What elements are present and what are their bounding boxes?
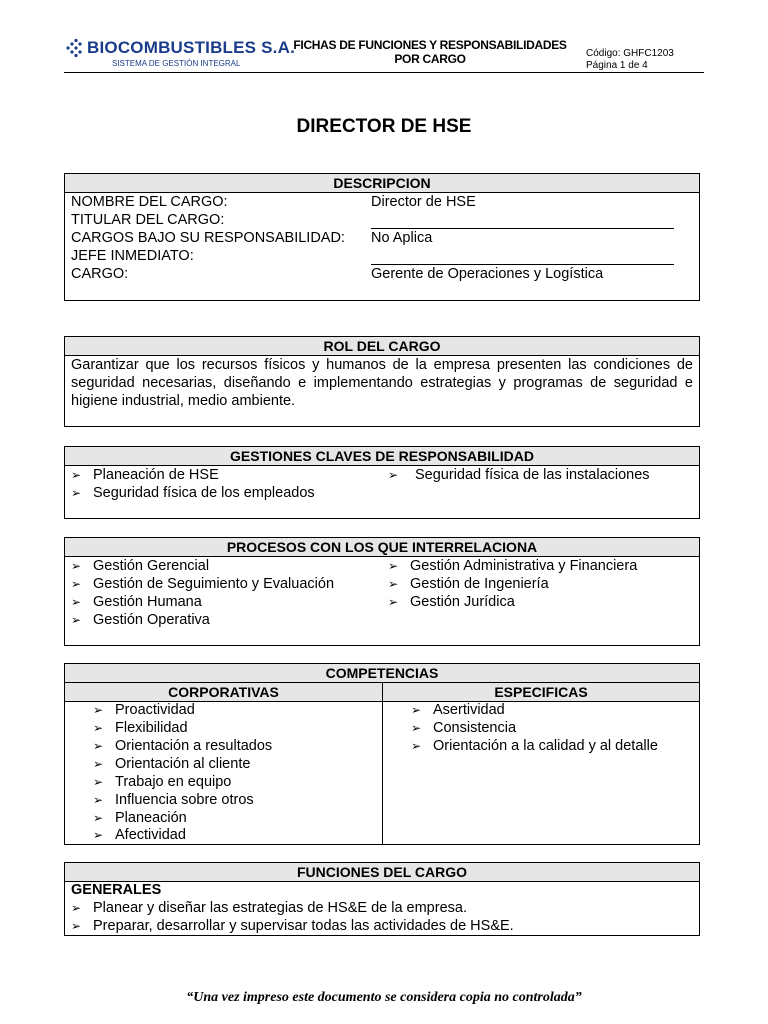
header-divider bbox=[64, 72, 704, 73]
list-item bbox=[411, 719, 516, 737]
list-item bbox=[93, 719, 188, 737]
bullet-arrow-icon: ➢ bbox=[93, 828, 104, 842]
list-item bbox=[93, 809, 187, 827]
bullet-arrow-icon: ➢ bbox=[411, 721, 422, 735]
bullet-arrow-icon: ➢ bbox=[71, 559, 82, 573]
list-item bbox=[93, 737, 272, 755]
bullet-arrow-icon: ➢ bbox=[71, 595, 82, 609]
list-item bbox=[388, 593, 515, 611]
list-item-text: Planeación bbox=[115, 810, 187, 826]
list-item bbox=[93, 755, 250, 773]
bullet-arrow-icon: ➢ bbox=[71, 901, 82, 915]
bullet-arrow-icon: ➢ bbox=[411, 739, 422, 753]
list-item-text: Gestión Jurídica bbox=[410, 594, 515, 610]
list-item-text: Asertividad bbox=[433, 702, 505, 718]
list-item-text: Seguridad física de los empleados bbox=[93, 485, 315, 501]
list-item bbox=[388, 575, 549, 593]
desc-label: JEFE INMEDIATO: bbox=[71, 248, 194, 264]
bullet-arrow-icon: ➢ bbox=[93, 793, 104, 807]
list-item-text: Influencia sobre otros bbox=[115, 792, 254, 808]
bullet-arrow-icon: ➢ bbox=[93, 739, 104, 753]
rol-heading: ROL DEL CARGO bbox=[65, 337, 699, 356]
list-item-text: Trabajo en equipo bbox=[115, 774, 232, 790]
header-meta bbox=[586, 48, 674, 72]
bullet-arrow-icon: ➢ bbox=[71, 919, 82, 933]
list-item-text: Gestión Humana bbox=[93, 594, 202, 610]
desc-label: NOMBRE DEL CARGO: bbox=[71, 194, 228, 210]
header-title-line2: POR CARGO bbox=[394, 52, 466, 66]
list-item bbox=[93, 826, 186, 844]
list-item-text: Gestión Operativa bbox=[93, 612, 210, 628]
gestiones-heading: GESTIONES CLAVES DE RESPONSABILIDAD bbox=[65, 447, 699, 466]
bullet-arrow-icon: ➢ bbox=[71, 613, 82, 627]
list-item bbox=[71, 917, 514, 935]
list-item-text: Gestión de Ingeniería bbox=[410, 576, 549, 592]
gestiones-section bbox=[64, 446, 700, 519]
list-item bbox=[71, 593, 202, 611]
bullet-arrow-icon: ➢ bbox=[93, 757, 104, 771]
list-item-text: Orientación a resultados bbox=[115, 738, 273, 754]
funciones-subheading: GENERALES bbox=[71, 882, 162, 898]
bullet-arrow-icon: ➢ bbox=[93, 721, 104, 735]
desc-label: CARGOS BAJO SU RESPONSABILIDAD: bbox=[71, 230, 345, 246]
list-item-text: Orientación al cliente bbox=[115, 756, 251, 772]
desc-value: Gerente de Operaciones y Logística bbox=[371, 266, 604, 282]
list-item-text: Planeación de HSE bbox=[93, 467, 219, 483]
competencias-divider bbox=[382, 683, 383, 844]
company-name: BIOCOMBUSTIBLES S.A. bbox=[87, 38, 296, 57]
logo-dots-icon bbox=[64, 38, 84, 58]
bullet-arrow-icon: ➢ bbox=[93, 775, 104, 789]
list-item-text: Seguridad física de las instalaciones bbox=[415, 467, 650, 483]
bullet-arrow-icon: ➢ bbox=[411, 703, 422, 717]
header-title-line1: FICHAS DE FUNCIONES Y RESPONSABILIDADES bbox=[293, 38, 567, 52]
descripcion-heading: DESCRIPCION bbox=[65, 174, 699, 193]
list-item bbox=[411, 701, 505, 719]
list-item-text: Flexibilidad bbox=[115, 720, 188, 736]
list-item bbox=[388, 557, 637, 575]
company-subtitle: SISTEMA DE GESTIÓN INTEGRAL bbox=[112, 59, 241, 68]
list-item bbox=[71, 466, 219, 484]
page-number: Página 1 de 4 bbox=[586, 60, 648, 71]
list-item bbox=[411, 737, 658, 755]
bullet-arrow-icon: ➢ bbox=[388, 595, 399, 609]
list-item-text: Planear y diseñar las estrategias de HS&E de la empresa. bbox=[93, 900, 467, 916]
desc-value: No Aplica bbox=[371, 230, 433, 246]
list-item-text: Afectividad bbox=[115, 827, 186, 843]
bullet-arrow-icon: ➢ bbox=[71, 468, 82, 482]
procesos-section bbox=[64, 537, 700, 646]
desc-value: Director de HSE bbox=[371, 194, 476, 210]
bullet-arrow-icon: ➢ bbox=[388, 468, 399, 482]
list-item-text: Consistencia bbox=[433, 720, 517, 736]
list-item-text: Gestión de Seguimiento y Evaluación bbox=[93, 576, 335, 592]
list-item bbox=[71, 484, 315, 502]
desc-label: CARGO: bbox=[71, 266, 129, 282]
funciones-section bbox=[64, 862, 700, 936]
funciones-heading: FUNCIONES DEL CARGO bbox=[65, 863, 699, 882]
list-item-text: Gestión Gerencial bbox=[93, 558, 210, 574]
list-item bbox=[388, 466, 650, 484]
desc-label: TITULAR DEL CARGO: bbox=[71, 212, 225, 228]
especificas-heading: ESPECIFICAS bbox=[494, 684, 588, 700]
list-item bbox=[71, 557, 209, 575]
competencias-section bbox=[64, 663, 700, 845]
list-item bbox=[71, 611, 210, 629]
descripcion-section bbox=[64, 173, 700, 301]
bullet-arrow-icon: ➢ bbox=[93, 703, 104, 717]
bullet-arrow-icon: ➢ bbox=[388, 559, 399, 573]
company-logo bbox=[64, 38, 295, 58]
bullet-arrow-icon: ➢ bbox=[71, 577, 82, 591]
list-item bbox=[93, 773, 231, 791]
competencias-heading: COMPETENCIAS bbox=[65, 664, 699, 683]
rol-text: Garantizar que los recursos físicos y humanos de la empresa presenten las condiciones de seguridad necesarias, diseñando e implementando estrategias y programas de seguridad e higiene industrial, medio ambiente. bbox=[71, 357, 693, 409]
list-item bbox=[93, 791, 254, 809]
bullet-arrow-icon: ➢ bbox=[388, 577, 399, 591]
bullet-arrow-icon: ➢ bbox=[93, 811, 104, 825]
list-item-text: Gestión Administrativa y Financiera bbox=[410, 558, 638, 574]
footer-disclaimer: “Una vez impreso este documento se considera copia no controlada” bbox=[186, 990, 582, 1005]
header-title bbox=[280, 38, 580, 66]
corporativas-heading: CORPORATIVAS bbox=[168, 684, 279, 700]
list-item-text: Preparar, desarrollar y supervisar todas las actividades de HS&E. bbox=[93, 918, 514, 934]
procesos-heading: PROCESOS CON LOS QUE INTERRELACIONA bbox=[65, 538, 699, 557]
list-item-text: Proactividad bbox=[115, 702, 195, 718]
list-item bbox=[93, 701, 195, 719]
document-title: DIRECTOR DE HSE bbox=[296, 116, 472, 137]
list-item bbox=[71, 575, 334, 593]
rol-section bbox=[64, 336, 700, 427]
document-code: Código: GHFC1203 bbox=[586, 48, 674, 59]
list-item bbox=[71, 899, 467, 917]
list-item-text: Orientación a la calidad y al detalle bbox=[433, 738, 658, 754]
bullet-arrow-icon: ➢ bbox=[71, 486, 82, 500]
